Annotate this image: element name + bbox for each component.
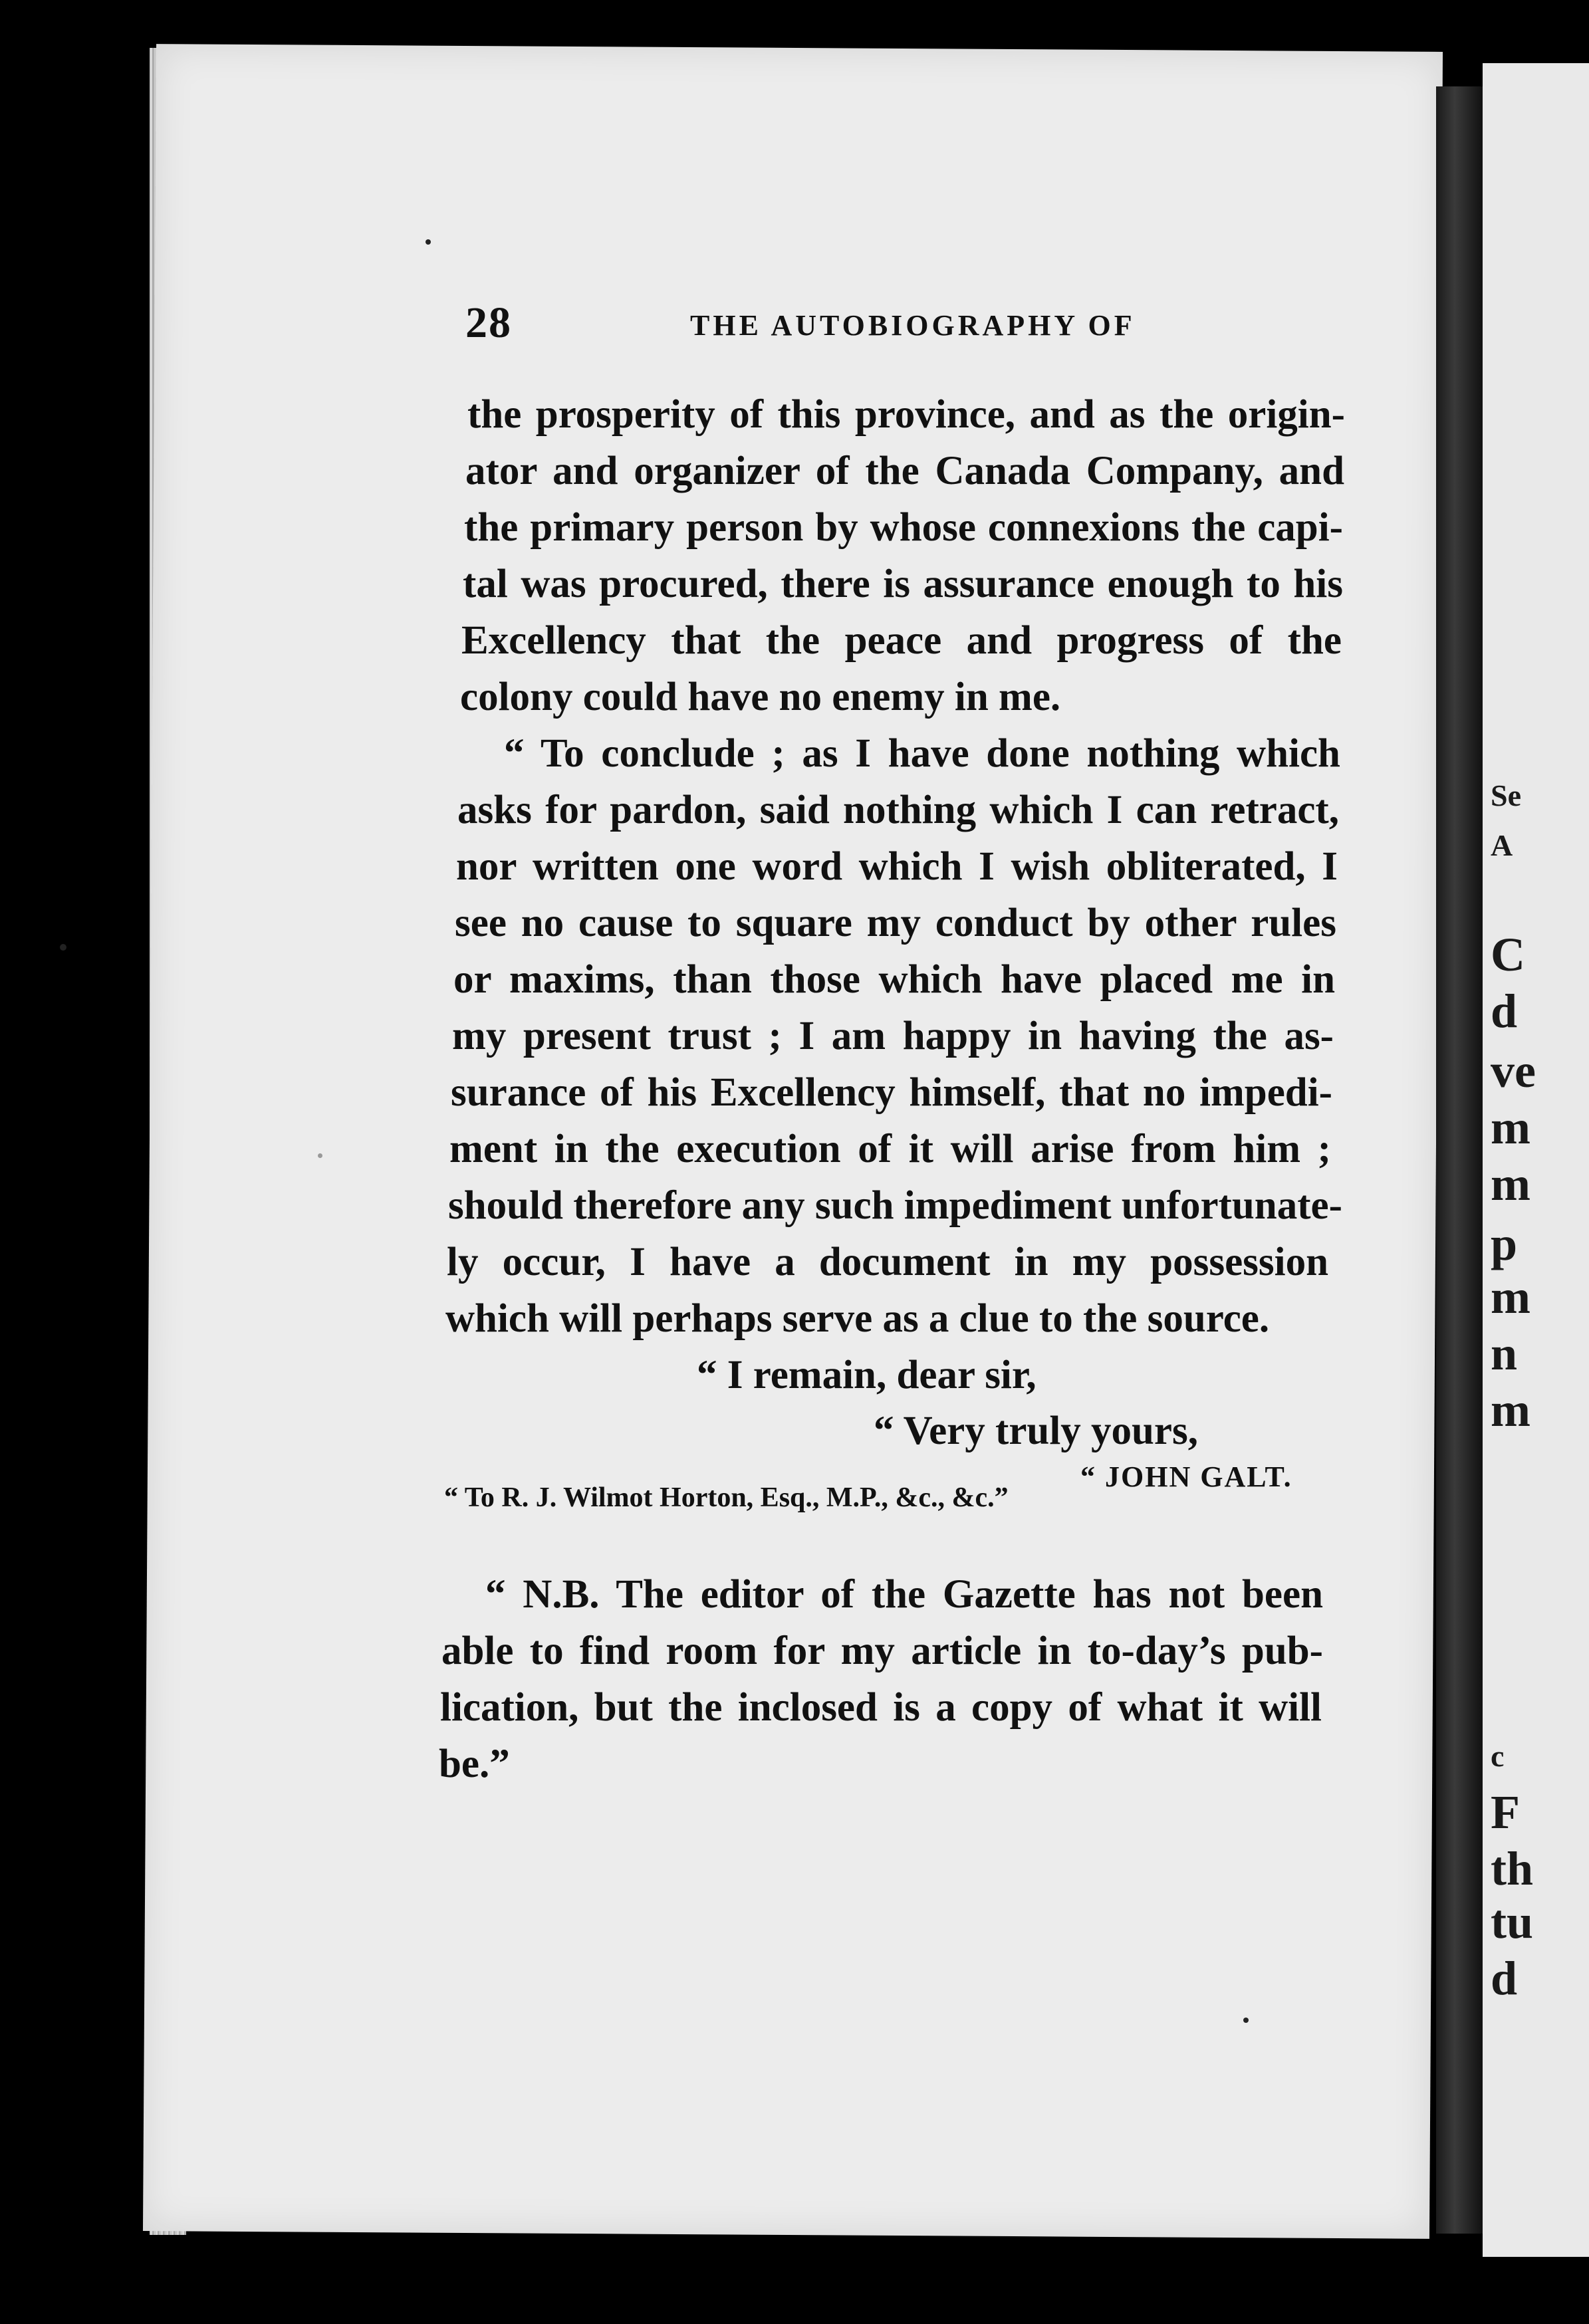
adjacent-fragment: Se [1491, 778, 1521, 812]
adjacent-fragment: m [1491, 1270, 1530, 1324]
text-line: lication, but the inclosed is a copy of what it will [440, 1685, 1322, 1730]
adjacent-fragment: th [1491, 1842, 1534, 1895]
text-line: or maxims, than those which have placed me in [453, 957, 1335, 1002]
text-line: ly occur, I have a document in my possession [447, 1240, 1328, 1284]
adjacent-fragment: m [1491, 1383, 1530, 1437]
adjacent-fragment: ve [1491, 1044, 1536, 1098]
text-line: colony could have no enemy in me. [460, 675, 1061, 719]
text-line: ment in the execution of it will arise from him ; [449, 1127, 1331, 1171]
text-line: see no cause to square my conduct by other rules [455, 901, 1336, 945]
signature: “ JOHN GALT. [1080, 1460, 1292, 1493]
text-line: the prosperity of this province, and as the origin- [467, 392, 1345, 437]
addressee-line: “ To R. J. Wilmot Horton, Esq., M.P., &c., &c.” [444, 1482, 1009, 1513]
text-line: able to find room for my article in to-day’s pub- [441, 1629, 1323, 1673]
text-line: be.” [439, 1742, 510, 1786]
page-number: 28 [465, 298, 512, 347]
text-line: “ To conclude ; as I have done nothing which [504, 731, 1340, 776]
adjacent-fragment: p [1491, 1217, 1518, 1270]
adjacent-fragment: d [1491, 1952, 1518, 2005]
speck [60, 944, 66, 951]
book-gutter [1436, 86, 1483, 2234]
text-line: ator and organizer of the Canada Company, and [465, 449, 1344, 493]
text-line: surance of his Excellency himself, that no impedi- [451, 1070, 1332, 1115]
speck [426, 239, 431, 245]
text-line: tal was procured, there is assurance enough to his [463, 562, 1343, 606]
adjacent-fragment: m [1491, 1157, 1530, 1211]
adjacent-fragment: m [1491, 1101, 1530, 1154]
speck [1243, 2018, 1249, 2023]
running-head: THE AUTOBIOGRAPHY OF [690, 309, 1136, 342]
text-line: which will perhaps serve as a clue to the source. [445, 1296, 1270, 1341]
text-line: the primary person by whose connexions the capi- [464, 505, 1343, 550]
adjacent-fragment: tu [1491, 1895, 1534, 1948]
adjacent-page [1483, 63, 1589, 2257]
adjacent-fragment: A [1491, 828, 1513, 862]
adjacent-fragment: c [1491, 1739, 1505, 1773]
adjacent-fragment: F [1491, 1786, 1520, 1839]
adjacent-fragment: d [1491, 985, 1518, 1038]
text-line: Excellency that the peace and progress of the [461, 618, 1342, 663]
closing-line: “ Very truly yours, [874, 1409, 1198, 1453]
text-line: my present trust ; I am happy in having the as- [452, 1014, 1334, 1058]
adjacent-fragment: n [1491, 1327, 1518, 1380]
text-line: nor written one word which I wish obliterated, I [456, 844, 1338, 889]
text-line: should therefore any such impediment unfortunate- [448, 1183, 1342, 1228]
adjacent-fragment: C [1491, 928, 1525, 981]
speck [318, 1153, 322, 1158]
text-line: “ N.B. The editor of the Gazette has not been [485, 1572, 1323, 1617]
text-line: asks for pardon, said nothing which I can retract, [457, 788, 1339, 832]
closing-line: “ I remain, dear sir, [697, 1353, 1037, 1397]
